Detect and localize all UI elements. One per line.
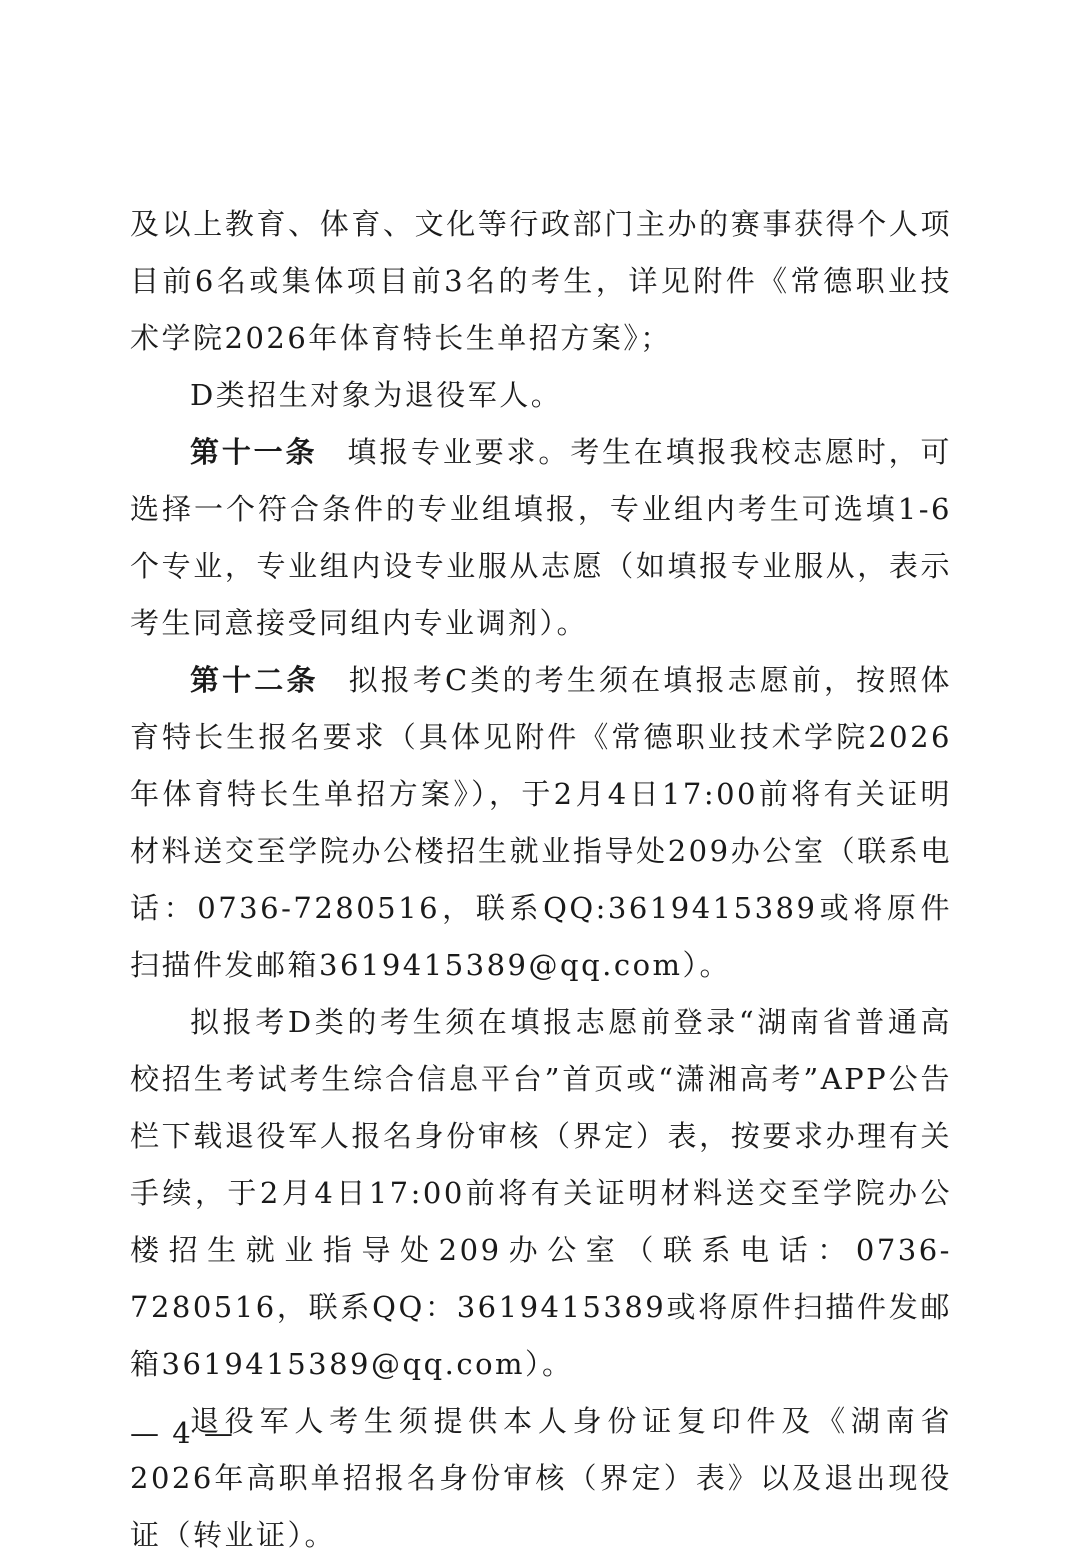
paragraph-text: 拟报考C类的考生须在填报志愿前，按照体育特长生报名要求（具体见附件《常德职业技术学院2026年体育特长生单招方案》），于2月4日17:00前将有关证明材料送交至学院办公楼招生就业指导处209办公室（联系电话：0736-7280516，联系QQ:3619415389或将原件扫描件发邮箱3619415389@qq.com）。 xyxy=(130,663,952,982)
paragraph-text: D类招生对象为退役军人。 xyxy=(190,378,563,412)
paragraph-d-category xyxy=(130,367,952,424)
paragraph-text: 及以上教育、体育、文化等行政部门主办的赛事获得个人项目前6名或集体项目前3名的考生，详见附件《常德职业技术学院2026年体育特长生单招方案》； xyxy=(130,207,952,355)
paragraph-article-11 xyxy=(130,424,952,652)
article-heading: 第十二条 xyxy=(190,663,319,697)
paragraph-article-12 xyxy=(130,652,952,994)
paragraph-text: 拟报考D类的考生须在填报志愿前登录“湖南省普通高校招生考试考生综合信息平台”首页或“潇湘高考”APP公告栏下载退役军人报名身份审核（界定）表，按要求办理有关手续，于2月4日17:00前将有关证明材料送交至学院办公楼招生就业指导处209办公室（联系电话：0736-7280516，联系QQ：3619415389或将原件扫描件发邮箱3619415389@qq.com）。 xyxy=(130,1005,952,1381)
page-number: — 4 — xyxy=(130,1416,235,1450)
paragraph-text: 退役军人考生须提供本人身份证复印件及《湖南省2026年高职单招报名身份审核（界定）表》以及退出现役证（转业证）。 xyxy=(130,1404,952,1552)
paragraph-veteran-documents xyxy=(130,1393,952,1564)
document-body xyxy=(130,196,952,1564)
paragraph-continuation xyxy=(130,196,952,367)
article-heading: 第十一条 xyxy=(190,435,318,469)
paragraph-d-application xyxy=(130,994,952,1393)
paragraph-text: 填报专业要求。考生在填报我校志愿时，可选择一个符合条件的专业组填报，专业组内考生可选填1-6个专业，专业组内设专业服从志愿（如填报专业服从，表示考生同意接受同组内专业调剂）。 xyxy=(130,435,952,640)
